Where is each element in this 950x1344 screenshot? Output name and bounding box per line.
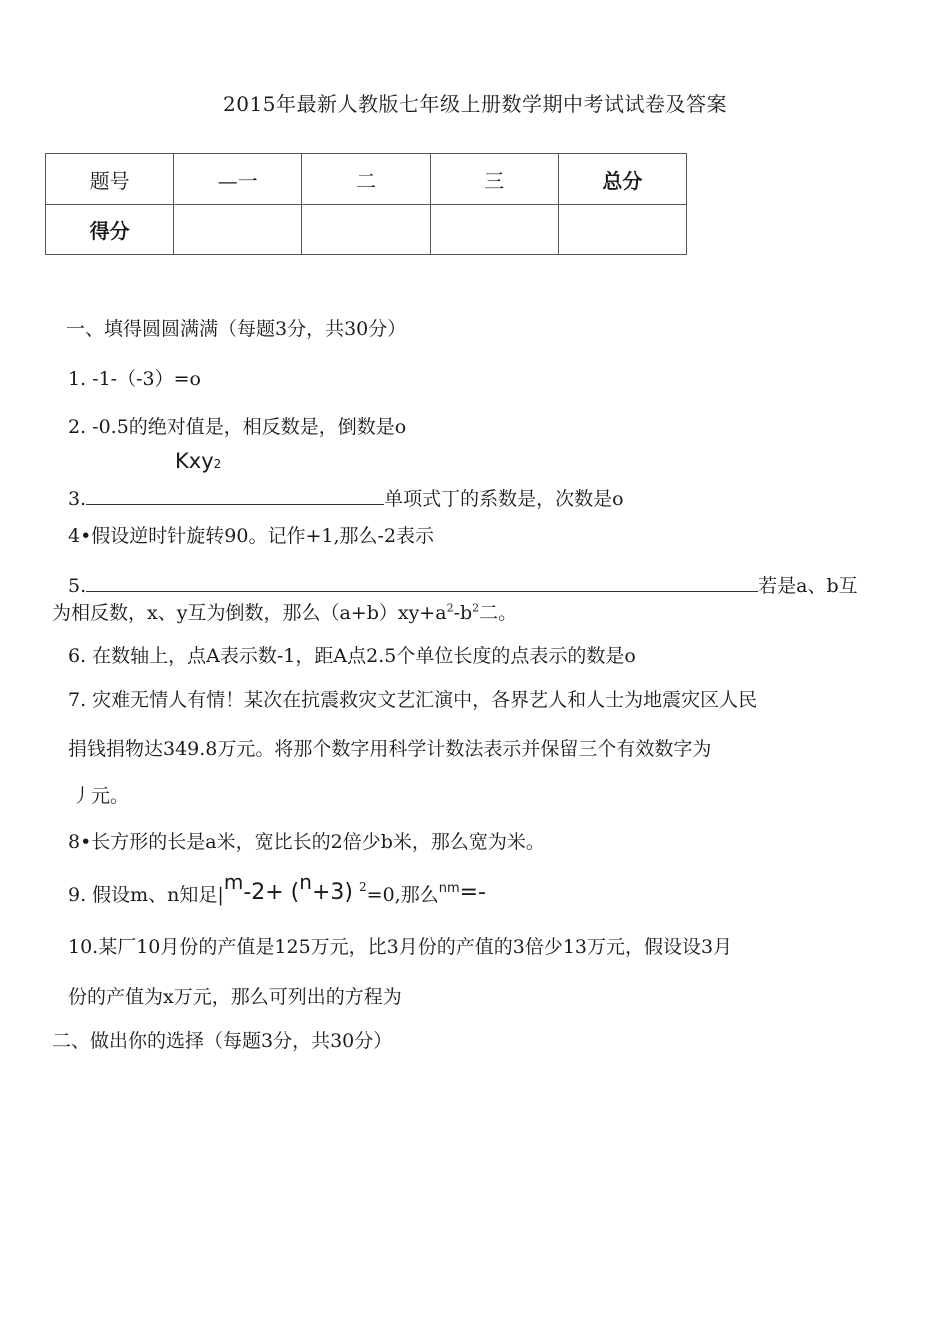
question-1: 1. -1-（-3）=o [68,368,201,390]
score-cell-total [558,205,686,255]
header-cell-part2: 二 [302,154,430,205]
question-8: 8•长方形的长是a米，宽比长的2倍少b米，那么宽为米。 [68,831,545,853]
question-4: 4•假设逆时针旋转90。记作+1,那么-2表示 [68,525,435,547]
score-table [45,153,687,255]
answer-blank [86,573,758,592]
question-7-line2: 捐钱捐物达349.8万元。将那个数字用科学计数法表示并保留三个有效数字为 [68,738,712,760]
score-cell-part2 [302,205,430,255]
header-cell-total: 总分 [558,154,686,205]
header-cell-part3: 三 [430,154,558,205]
score-cell-part1 [174,205,302,255]
section2-heading: 二、做出你的选择（每题3分，共30分） [52,1030,393,1052]
score-row-label: 得分 [46,205,174,255]
header-cell-part1: —一 [174,154,302,205]
question-5-line2: 为相反数，x、y互为倒数，那么$(a+b)xy+a^2-b^2$二。 [52,601,518,624]
question-9: 9. 假设m、n知足|m-2+ (n+3) 2=0,那么nm=- [68,870,486,906]
page-title: 2015年最新人教版七年级上册数学期中考试试卷及答案 [223,92,727,116]
answer-blank [86,486,384,505]
section1-heading: 一、填得圆圆满满（每题3分，共30分） [66,318,407,340]
question-10-line1: 10.某厂10月份的产值是125万元，比3月份的产值的3倍少13万元，假设设3月 [68,936,733,958]
question-7-line1: 7. 灾难无情人有情！某次在抗震救灾文艺汇演中，各界艺人和人士为地震灾区人民 [68,689,758,711]
question-2: 2. -0.5的绝对值是，相反数是，倒数是o [68,416,407,438]
question-5-line1: 5. 若是a、b互 [68,575,858,597]
header-cell-number: 题号 [46,154,174,205]
score-table-score-row [46,205,687,255]
question-7-line3: 丿元。 [72,785,130,807]
question-10-line2: 份的产值为x万元，那么可列出的方程为 [68,986,402,1008]
question-3-expression: Kxy2 [175,449,222,473]
score-table-header-row [46,154,687,205]
question-3: 3. 单项式丁的系数是，次数是o [68,488,624,510]
question-6: 6. 在数轴上，点A表示数-1，距A点2.5个单位长度的点表示的数是o [68,645,636,667]
score-cell-part3 [430,205,558,255]
